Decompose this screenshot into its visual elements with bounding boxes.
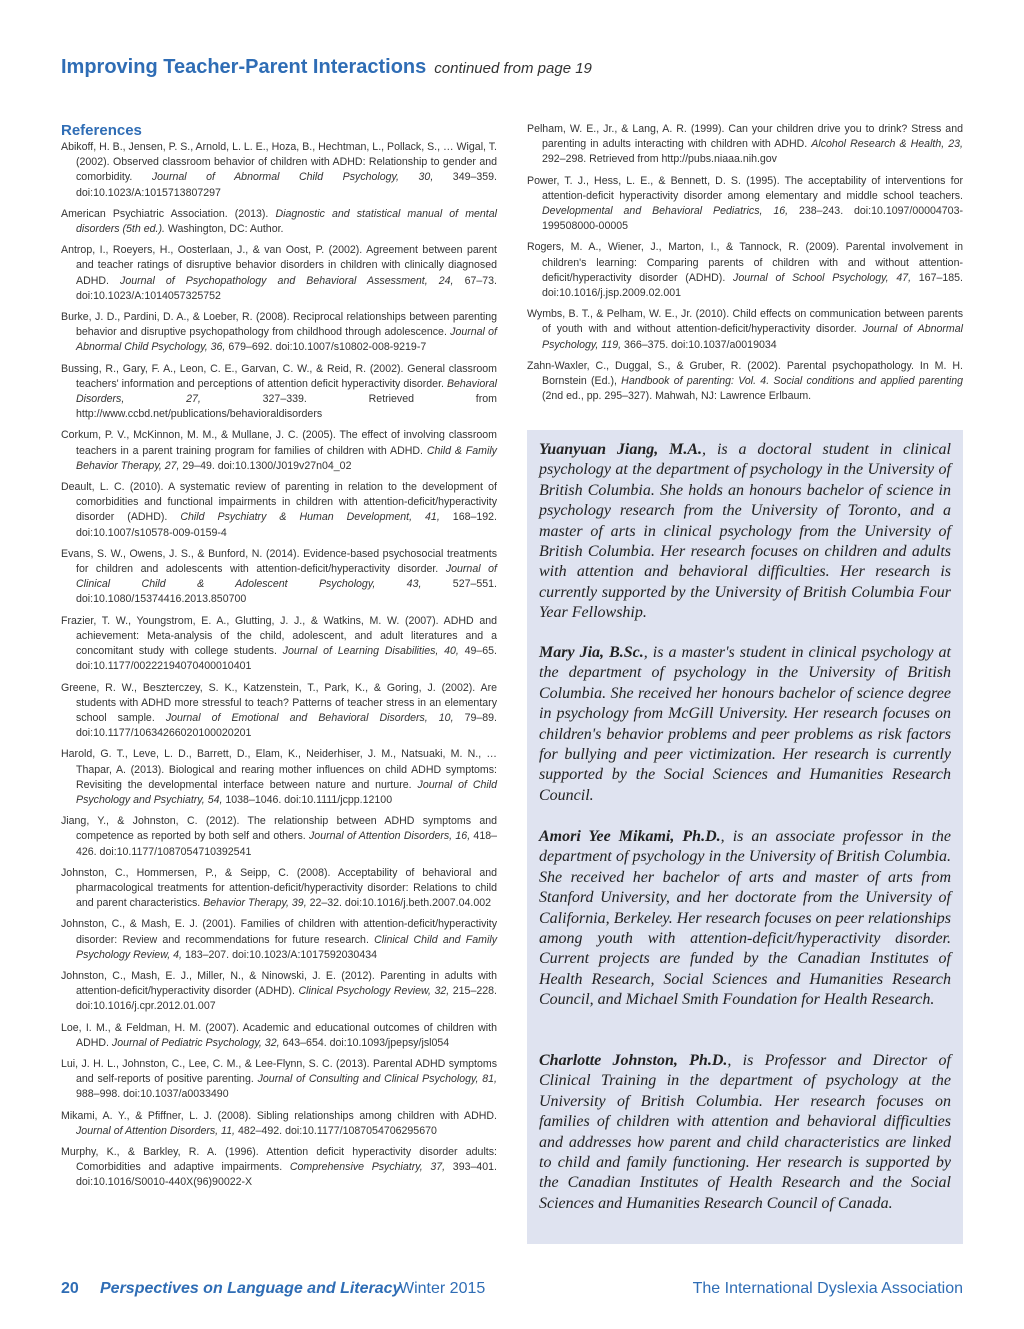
reference-source: Comprehensive Psychiatry, 37, [289,1161,446,1174]
reference-text: Antrop, I., Roeyers, H., Oosterlaan, J., & van Oost, P. (2002). Agreement between parent and teacher ratings of disruptive behavior disorders in children with clinically diagnosed ADHD. [61,244,497,287]
reference-source: Journal of Abnormal Child Psychology, 30, [151,171,434,184]
reference-text: Frazier, T. W., Youngstrom, E. A., Glutting, J. J., & Watkins, M. W. (2007). ADHD and achievement: Meta-analysis of the child, adolescent, and adult literatures and a concomitant study with college students. [61,614,497,658]
author-bios-box [527,430,963,1244]
reference-entry [61,917,497,963]
bio-name: Charlotte Johnston, Ph.D. [539,1052,728,1069]
reference-source: Journal of Consulting and Clinical Psychology, 81, [257,1073,497,1086]
reference-text: Bussing, R., Gary, F. A., Leon, C. E., Garvan, C. W., & Reid, R. (2002). General classroom teachers' information and perceptions of attention deficit hyperactivity disorder. [61,362,497,390]
reference-text: Deault, L. C. (2010). A systematic review of parenting in relation to the development of comorbidities and functional impairments in children with attention-deficit/hyperactivity disorder (ADHD). [61,481,497,524]
reference-text: 418–426. doi:10.1177/1087054710392541 [76,830,497,858]
reference-text: 643–654. doi:10.1093/jpepsy/jsl054 [279,1036,450,1049]
reference-text: Johnston, C., Mash, E. J., Miller, N., & Ninowski, J. E. (2012). Parenting in adults with attention-deficit/hyperactivity disorder (ADHD). [61,969,497,998]
reference-entry [61,428,497,474]
reference-entry [61,1021,497,1051]
reference-source: Child Psychiatry & Human Development, 41, [180,511,440,524]
reference-text: Murphy, K., & Barkley, R. A. (1996). Attention deficit hyperactivity disorder adults: Comorbidities and adaptive impairments. [61,1145,497,1174]
reference-source: Handbook of parenting: Vol. 4. Social conditions and applied parenting [621,375,963,388]
bio-text: , is Professor and Director of Clinical Training in the department of psychology at the University of British Columbia. Her research focuses on families of children with attention and behavioral difficulties and addresses how parent and child characteristics are linked to child and family functioning. Her research is supported by the Canadian Institutes of Health Research and the Social Sciences and Humanities Research Council of Canada. [539,1052,951,1212]
reference-text: Corkum, P. V., McKinnon, M. M., & Mullane, J. C. (2005). The effect of involving classroom teachers in a parent training program for families of children with ADHD. [61,429,497,457]
reference-entry [527,359,963,405]
reference-source: Behavior Therapy, 39, [203,897,307,910]
reference-source: Behavioral Disorders, 27, [76,377,497,406]
reference-text: Burke, J. D., Pardini, D. A., & Loeber, R. (2008). Reciprocal relationships between parenting behavior and disruptive psychopathology from childhood through adolescence. [61,311,497,339]
reference-entry [61,362,497,423]
reference-text: 327–339. Retrieved from http://www.ccbd.net/publications/behavioraldisorders [76,393,497,421]
reference-text: Johnston, C., Hommersen, P., & Seipp, C. (2008). Acceptability of behavioral and pharmacological treatments for attention-deficit/hyperactivity disorder: Relations to child and parent characteristics. [61,866,497,910]
reference-text: 349–359. doi:10.1023/A:1015713807297 [76,171,497,199]
reference-source: Journal of Pediatric Psychology, 32, [111,1036,280,1049]
reference-text: Rogers, M. A., Wiener, J., Marton, I., & Tannock, R. (2009). Parental involvement in children's learning: Comparing parents of children with and without attention-deficit/hyperactivity disorder (ADHD). [527,241,963,284]
reference-entry [61,207,497,237]
reference-text: 988–998. doi:10.1037/a0033490 [76,1088,229,1101]
reference-text: 67–73. doi:10.1023/A:1014057325752 [76,274,497,302]
reference-text: 183–207. doi:10.1023/A:1017592030434 [182,948,377,961]
reference-text: Evans, S. W., Owens, J. S., & Bunford, N. (2014). Evidence-based psychosocial treatments for children and adolescents with attention-deficit/hyperactivity disorder. [61,547,497,576]
reference-source: Developmental and Behavioral Pediatrics, 16, [542,205,789,218]
reference-text: 167–185. doi:10.1016/j.jsp.2009.02.001 [542,271,963,300]
bio-mikami [539,827,951,1011]
reference-source: Journal of Attention Disorders, 11, [76,1124,235,1137]
reference-text: 22–32. doi:10.1016/j.beth.2007.04.002 [306,897,492,910]
reference-source: Clinical Psychology Review, 32, [298,985,450,998]
reference-source: Journal of Attention Disorders, 16, [309,830,471,843]
reference-text: American Psychiatric Association. (2013). [61,207,276,220]
article-title: Improving Teacher-Parent Interactions [61,56,427,78]
reference-source: Journal of Clinical Child & Adolescent Psychology, 43, [76,563,497,591]
reference-text: 29–49. doi:10.1300/J019v27n04_02 [179,459,352,472]
reference-text: 679–692. doi:10.1007/s10802-008-9219-7 [225,341,427,354]
bio-text: , is an associate professor in the department of psychology in the University of British Columbia. She received her bachelor of arts and master of arts from Stanford University, and her doctorate from the University of California, Berkeley. Her research focuses on peer relationships among youth with attention-deficit/hyperactivity disorder. Current projects are funded by the Canadian Institutes of Health Research, Social Sciences and Humanities Research Council, and Michael Smith Foundation for Health Research. [539,828,951,1009]
reference-text: Power, T. J., Hess, L. E., & Bennett, D. S. (1995). The acceptability of interventions for attention-deficit hyperactivity disorder among elementary and middle school teachers. [527,174,963,202]
reference-entry [527,122,963,168]
reference-text: 79–89. doi:10.1177/10634266020100020201 [76,711,497,740]
reference-text: Wymbs, B. T., & Pelham, W. E., Jr. (2010). Child effects on communication between parents of youth with and without attention-deficit/hyperactivity disorder. [527,308,963,336]
reference-text: Pelham, W. E., Jr., & Lang, A. R. (1999). Can your children drive you to drink? Stress and parenting in adults interacting with children with ADHD. [527,123,963,151]
reference-text: Washington, DC: Author. [164,223,284,236]
reference-text: 527–551. doi:10.1080/15374416.2013.850700 [76,578,497,606]
reference-text: Mikami, A. Y., & Pfiffner, L. J. (2008). Sibling relationships among children with ADHD. [61,1109,497,1122]
bio-name: Mary Jia, B.Sc. [539,644,644,661]
page-header [61,56,961,79]
bio-johnston [539,1051,951,1214]
bio-text: , is a master's student in clinical psychology at the department of psychology in the University of British Columbia. She received her honours bachelor of science degree in psychology from McGill University. Her research focuses on children's behavior problems and peer problems as risk factors for bullying and peer victimization. Her research is currently supported by the Social Sciences and Humanities Research Council. [539,644,951,804]
publication-name: Perspectives on Language and Literacy [100,1280,402,1297]
reference-text: Loe, I. M., & Feldman, H. M. (2007). Academic and educational outcomes of children with ADHD. [61,1021,497,1049]
reference-text: 168–192. doi:10.1007/s10578-009-0159-4 [76,511,497,539]
reference-source: Journal of Psychopathology and Behavioral Assessment, 24, [120,274,454,287]
reference-entry [61,310,497,356]
reference-source: Journal of School Psychology, 47, [733,271,912,284]
bio-name: Amori Yee Mikami, Ph.D. [539,828,721,845]
bio-jia [539,643,951,806]
reference-source: Child & Family Behavior Therapy, 27, [76,444,497,472]
continued-note: continued from page 19 [434,60,592,77]
reference-entry [61,969,497,1015]
reference-source: Clinical Child and Family Psychology Review, 4, [76,933,497,961]
reference-source: Journal of Learning Disabilities, 40, [282,645,459,658]
reference-text: Zahn-Waxler, C., Duggal, S., & Gruber, R. (2002). Parental psychopathology. In M. H. Bornstein (Ed.), [527,359,963,388]
reference-entry [61,480,497,541]
bio-name: Yuanyuan Jiang, M.A. [539,441,703,458]
reference-source: Journal of Child Psychology and Psychiatry, 54, [76,778,497,806]
reference-entry [61,1145,497,1191]
reference-text: 49–65. doi:10.1177/00222194070400010401 [76,645,497,673]
reference-entry [61,1109,497,1139]
issue-season: Winter 2015 [399,1280,486,1297]
reference-text: Johnston, C., & Mash, E. J. (2001). Families of children with attention-deficit/hyperactivity disorder: Review and recommendations for future research. [61,918,497,946]
reference-text: Jiang, Y., & Johnston, C. (2012). The relationship between ADHD symptoms and competence as reported by both self and others. [61,815,497,843]
reference-text: Harold, G. T., Leve, L. D., Barrett, D., Elam, K., Neiderhiser, J. M., Natsuaki, M. N., … Thapar, A. (2013). Biological and rearing mother influences on child ADHD symptoms: Revisiting the developmental interface between nature and nurture. [61,748,497,791]
reference-entry [527,240,963,301]
reference-entry [61,747,497,808]
reference-entry [61,614,497,675]
reference-text: 393–401. doi:10.1016/S0010-440X(96)90022-X [76,1161,497,1189]
reference-source: Alcohol Research & Health, 23, [811,138,964,151]
reference-text: 292–298. Retrieved from http://pubs.niaaa.nih.gov [542,153,777,166]
references-column-right [527,122,963,410]
references-column-left [61,122,497,1197]
organization-name: The International Dyslexia Association [692,1280,963,1297]
reference-entry [61,681,497,742]
reference-entry [527,307,963,353]
reference-text: 366–375. doi:10.1037/a0019034 [621,338,777,351]
reference-text: 215–228. doi:10.1016/j.cpr.2012.01.007 [76,985,497,1013]
page-footer [61,1280,963,1302]
reference-text: 238–243. doi:10.1097/00004703-199508000-00005 [542,205,963,233]
reference-source: Journal of Emotional and Behavioral Disorders, 10, [165,711,454,724]
reference-source: Journal of Abnormal Psychology, 119, [542,323,963,351]
bio-text: , is a doctoral student in clinical psychology at the department of psychology in the University of British Columbia. She holds an honours bachelor of science in psychology research from the University of Toronto, and a master of arts in clinical psychology from the University of British Columbia. Her research focuses on children and adults with attention and behavioral difficulties. Her research is currently supported by the University of British Columbia Four Year Fellowship. [539,441,951,622]
reference-entry [61,1057,497,1103]
bio-jiang [539,440,951,624]
reference-text: 482–492. doi:10.1177/1087054706295670 [235,1124,437,1137]
references-heading: References [61,122,142,139]
reference-text: Lui, J. H. L., Johnston, C., Lee, C. M., & Lee-Flynn, S. C. (2013). Parental ADHD symptoms and self-reports of positive parenting. [61,1057,497,1086]
reference-entry [61,547,497,608]
reference-text: Abikoff, H. B., Jensen, P. S., Arnold, L. L. E., Hoza, B., Hechtman, L., Pollack, S., … Wigal, T. (2002). Observed classroom behavior of children with ADHD: Relationship to gender and comorbidity. [61,141,497,184]
page-number: 20 [61,1280,79,1297]
reference-text: Greene, R. W., Beszterczey, S. K., Katzenstein, T., Park, K., & Goring, J. (2002). Are students with ADHD more stressful to teach? Patterns of teacher stress in an elementary school sample. [61,681,497,724]
reference-entry [61,866,497,912]
reference-source: Diagnostic and statistical manual of mental disorders (5th ed.). [76,207,497,236]
reference-entry [61,243,497,304]
reference-entry [61,140,497,201]
reference-text: 1038–1046. doi:10.1111/jcpp.12100 [222,793,393,806]
reference-entry [527,174,963,235]
reference-source: Journal of Abnormal Child Psychology, 36, [76,326,497,354]
reference-text: (2nd ed., pp. 295–327). Mahwah, NJ: Lawrence Erlbaum. [542,390,812,403]
reference-entry [61,814,497,860]
